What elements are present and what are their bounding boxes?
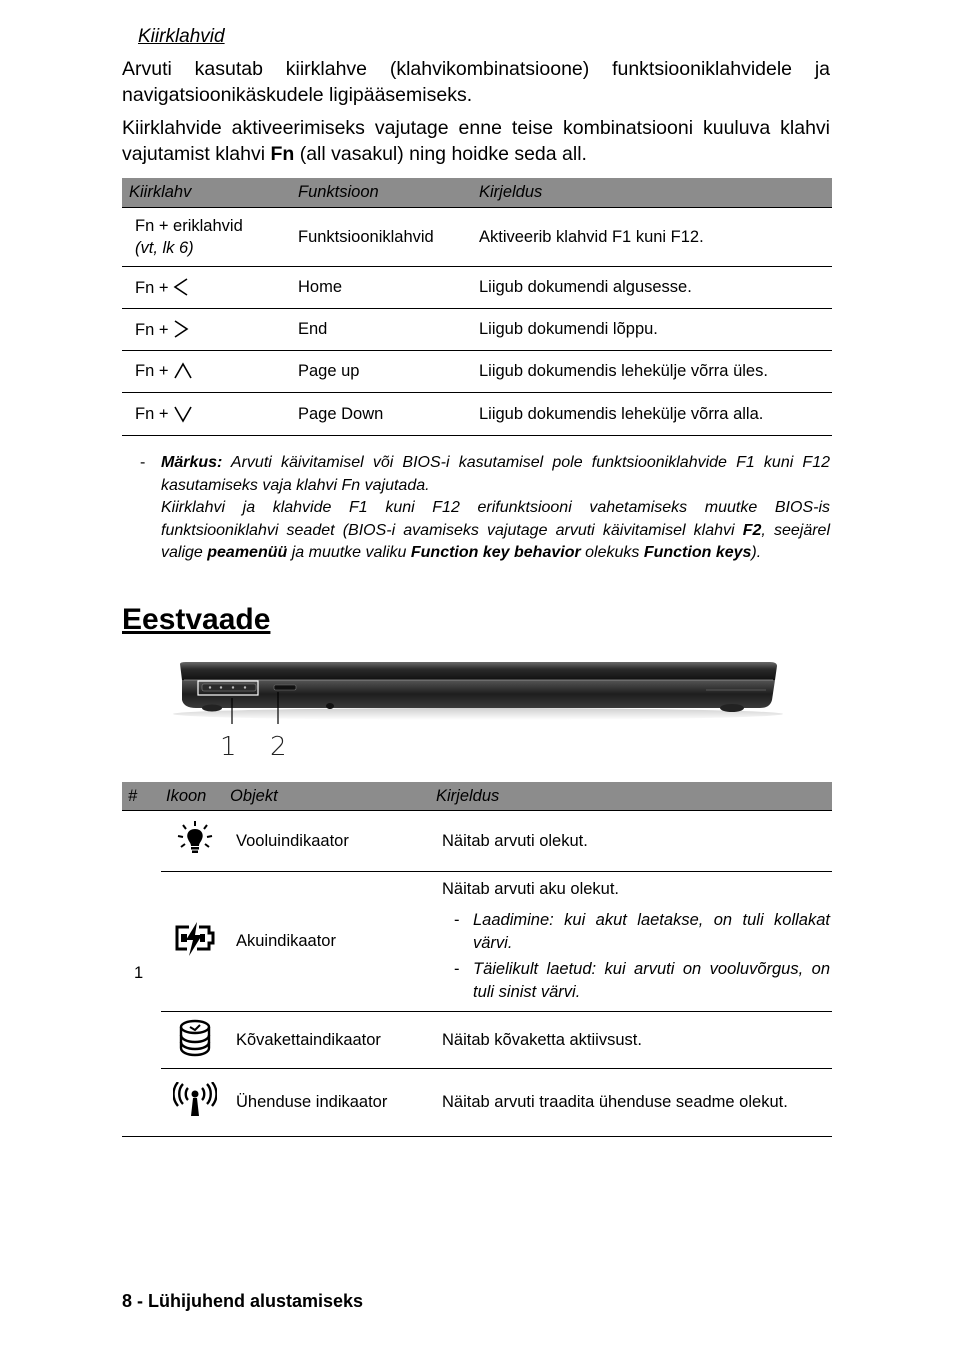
table-row (122, 351, 832, 393)
icon-cell (161, 1012, 228, 1069)
callout-label-1: 1 (220, 732, 237, 762)
hotkey-cell (122, 309, 291, 351)
description-cell: Liigub dokumendi lõppu. (472, 309, 832, 351)
page-footer: 8 - Lühijuhend alustamiseks (122, 1291, 364, 1311)
section-title: Eestvaade (122, 603, 271, 636)
hotkey-table-header (122, 178, 832, 208)
note-text: Kiirklahvi ja klahvide F1 kuni F12 erifunktsiooni vahetamiseks muutke BIOS-is funktsiooniklahvi seadet (BIOS-i avamiseks vajutage arvuti käivitamisel klahvi (161, 499, 830, 539)
description-cell: Aktiveerib klahvid F1 kuni F12. (472, 208, 832, 267)
table-row (122, 208, 832, 267)
note-text: olekuks (580, 544, 644, 562)
description-cell: Liigub dokumendis lehekülje võrra üles. (472, 351, 832, 393)
table-row (122, 267, 832, 309)
table-row (122, 393, 832, 436)
object-cell: Ühenduse indikaator (228, 1069, 434, 1137)
hotkey-note: (vt, lk 6) (135, 238, 194, 257)
icon-cell (161, 872, 228, 1012)
icon-cell (161, 811, 228, 872)
note-text: ja muutke valiku (287, 544, 411, 562)
subheading-hotkeys: Kiirklahvid (138, 26, 225, 47)
wireless-icon (173, 1082, 217, 1118)
list-item (442, 958, 830, 1004)
hotkey-text: Fn + (135, 362, 169, 380)
header-object: Objekt (228, 782, 434, 811)
power-light-icon (175, 819, 215, 859)
hotkey-cell (122, 393, 291, 436)
hotkey-text: Fn + (135, 404, 169, 423)
header-hotkey: Kiirklahv (122, 178, 291, 208)
intro-paragraph-1-text: Arvuti kasutab kiirklahve (klahvikombinatsioone) funktsiooniklahvidele ja navigatsioonikäskudele ligipääsemiseks. (122, 58, 830, 106)
note-label: Märkus: (161, 454, 223, 471)
description-cell: Näitab kõvaketta aktiivsust. (434, 1012, 832, 1069)
callout-label-2: 2 (270, 732, 287, 762)
function-cell: Funktsiooniklahvid (291, 208, 472, 267)
front-table-header (122, 782, 832, 811)
note-dash: - (140, 454, 146, 471)
bullet-dash: - (454, 959, 460, 978)
hotkey-text: Fn + (135, 321, 169, 339)
chevron-right-icon (173, 319, 189, 339)
note-block (140, 452, 830, 565)
header-description: Kirjeldus (434, 782, 832, 811)
note-option-name: Function key behavior (410, 544, 581, 562)
note-text-2 (161, 497, 830, 565)
battery-states-list (442, 909, 830, 1004)
description-cell (434, 872, 832, 1012)
hotkey-cell (122, 208, 291, 267)
hotkey-table (122, 178, 832, 436)
object-cell: Kõvakettaindikaator (228, 1012, 434, 1069)
description-cell: Liigub dokumendis lehekülje võrra alla. (472, 393, 832, 436)
para2-text-end: (all vasakul) ning hoidke seda all. (294, 143, 587, 165)
hotkey-text: Fn + (135, 279, 169, 297)
function-cell: End (291, 309, 472, 351)
table-row (122, 872, 832, 1012)
note-text: ). (751, 544, 762, 562)
object-cell: Akuindikaator (228, 872, 434, 1012)
header-icon: Ikoon (161, 782, 228, 811)
description-cell: Näitab arvuti olekut. (434, 811, 832, 872)
object-cell: Vooluindikaator (228, 811, 434, 872)
group-number: 1 (122, 811, 161, 1137)
fn-key-label: Fn (270, 143, 295, 165)
description-cell: Näitab arvuti traadita ühenduse seadme olekut. (434, 1069, 832, 1137)
note-option-value: Function keys (643, 544, 752, 562)
note-text: , seejärel valige (161, 521, 831, 562)
list-item (442, 909, 830, 955)
chevron-down-icon (173, 405, 193, 423)
header-number: # (122, 782, 161, 811)
bullet-dash: - (454, 910, 460, 929)
battery-charge-icon (173, 921, 217, 957)
chevron-up-icon (173, 362, 193, 380)
intro-paragraph-1 (122, 56, 830, 108)
header-description: Kirjeldus (472, 178, 832, 208)
note-key-f2: F2 (742, 521, 762, 539)
intro-paragraph-2 (122, 115, 830, 167)
chevron-left-icon (173, 277, 189, 297)
function-cell: Page up (291, 351, 472, 393)
hard-disk-icon (177, 1018, 213, 1058)
header-function: Funktsioon (291, 178, 472, 208)
battery-description: Näitab arvuti aku olekut. (442, 879, 620, 898)
table-row (122, 1012, 832, 1069)
front-view-table (122, 782, 832, 1137)
table-row (122, 811, 832, 872)
note-text-1 (161, 452, 830, 497)
description-cell: Liigub dokumendi algusesse. (472, 267, 832, 309)
function-cell: Page Down (291, 393, 472, 436)
bullet-text: Täielikult laetud: kui arvuti on vooluvõrgus, on tuli sinist värvi. (473, 959, 830, 1001)
function-cell: Home (291, 267, 472, 309)
icon-cell (161, 1069, 228, 1137)
laptop-front-view-image (166, 656, 790, 724)
table-row (122, 1069, 832, 1137)
para2-text: Kiirklahvide aktiveerimiseks vajutage enne teise kombinatsiooni kuuluva klahvi vajutamist klahvi (122, 117, 830, 165)
note-sentence: Arvuti käivitamisel või BIOS-i kasutamisel pole funktsiooniklahvide F1 kuni F12 kasutamiseks vaja klahvi Fn vajutada. (161, 454, 830, 494)
table-row (122, 309, 832, 351)
bullet-text: Laadimine: kui akut laetakse, on tuli kollakat värvi. (473, 910, 830, 952)
hotkey-text: Fn + eriklahvid (135, 216, 243, 235)
hotkey-cell (122, 267, 291, 309)
note-main-menu: peamenüü (207, 544, 288, 562)
hotkey-cell (122, 351, 291, 393)
